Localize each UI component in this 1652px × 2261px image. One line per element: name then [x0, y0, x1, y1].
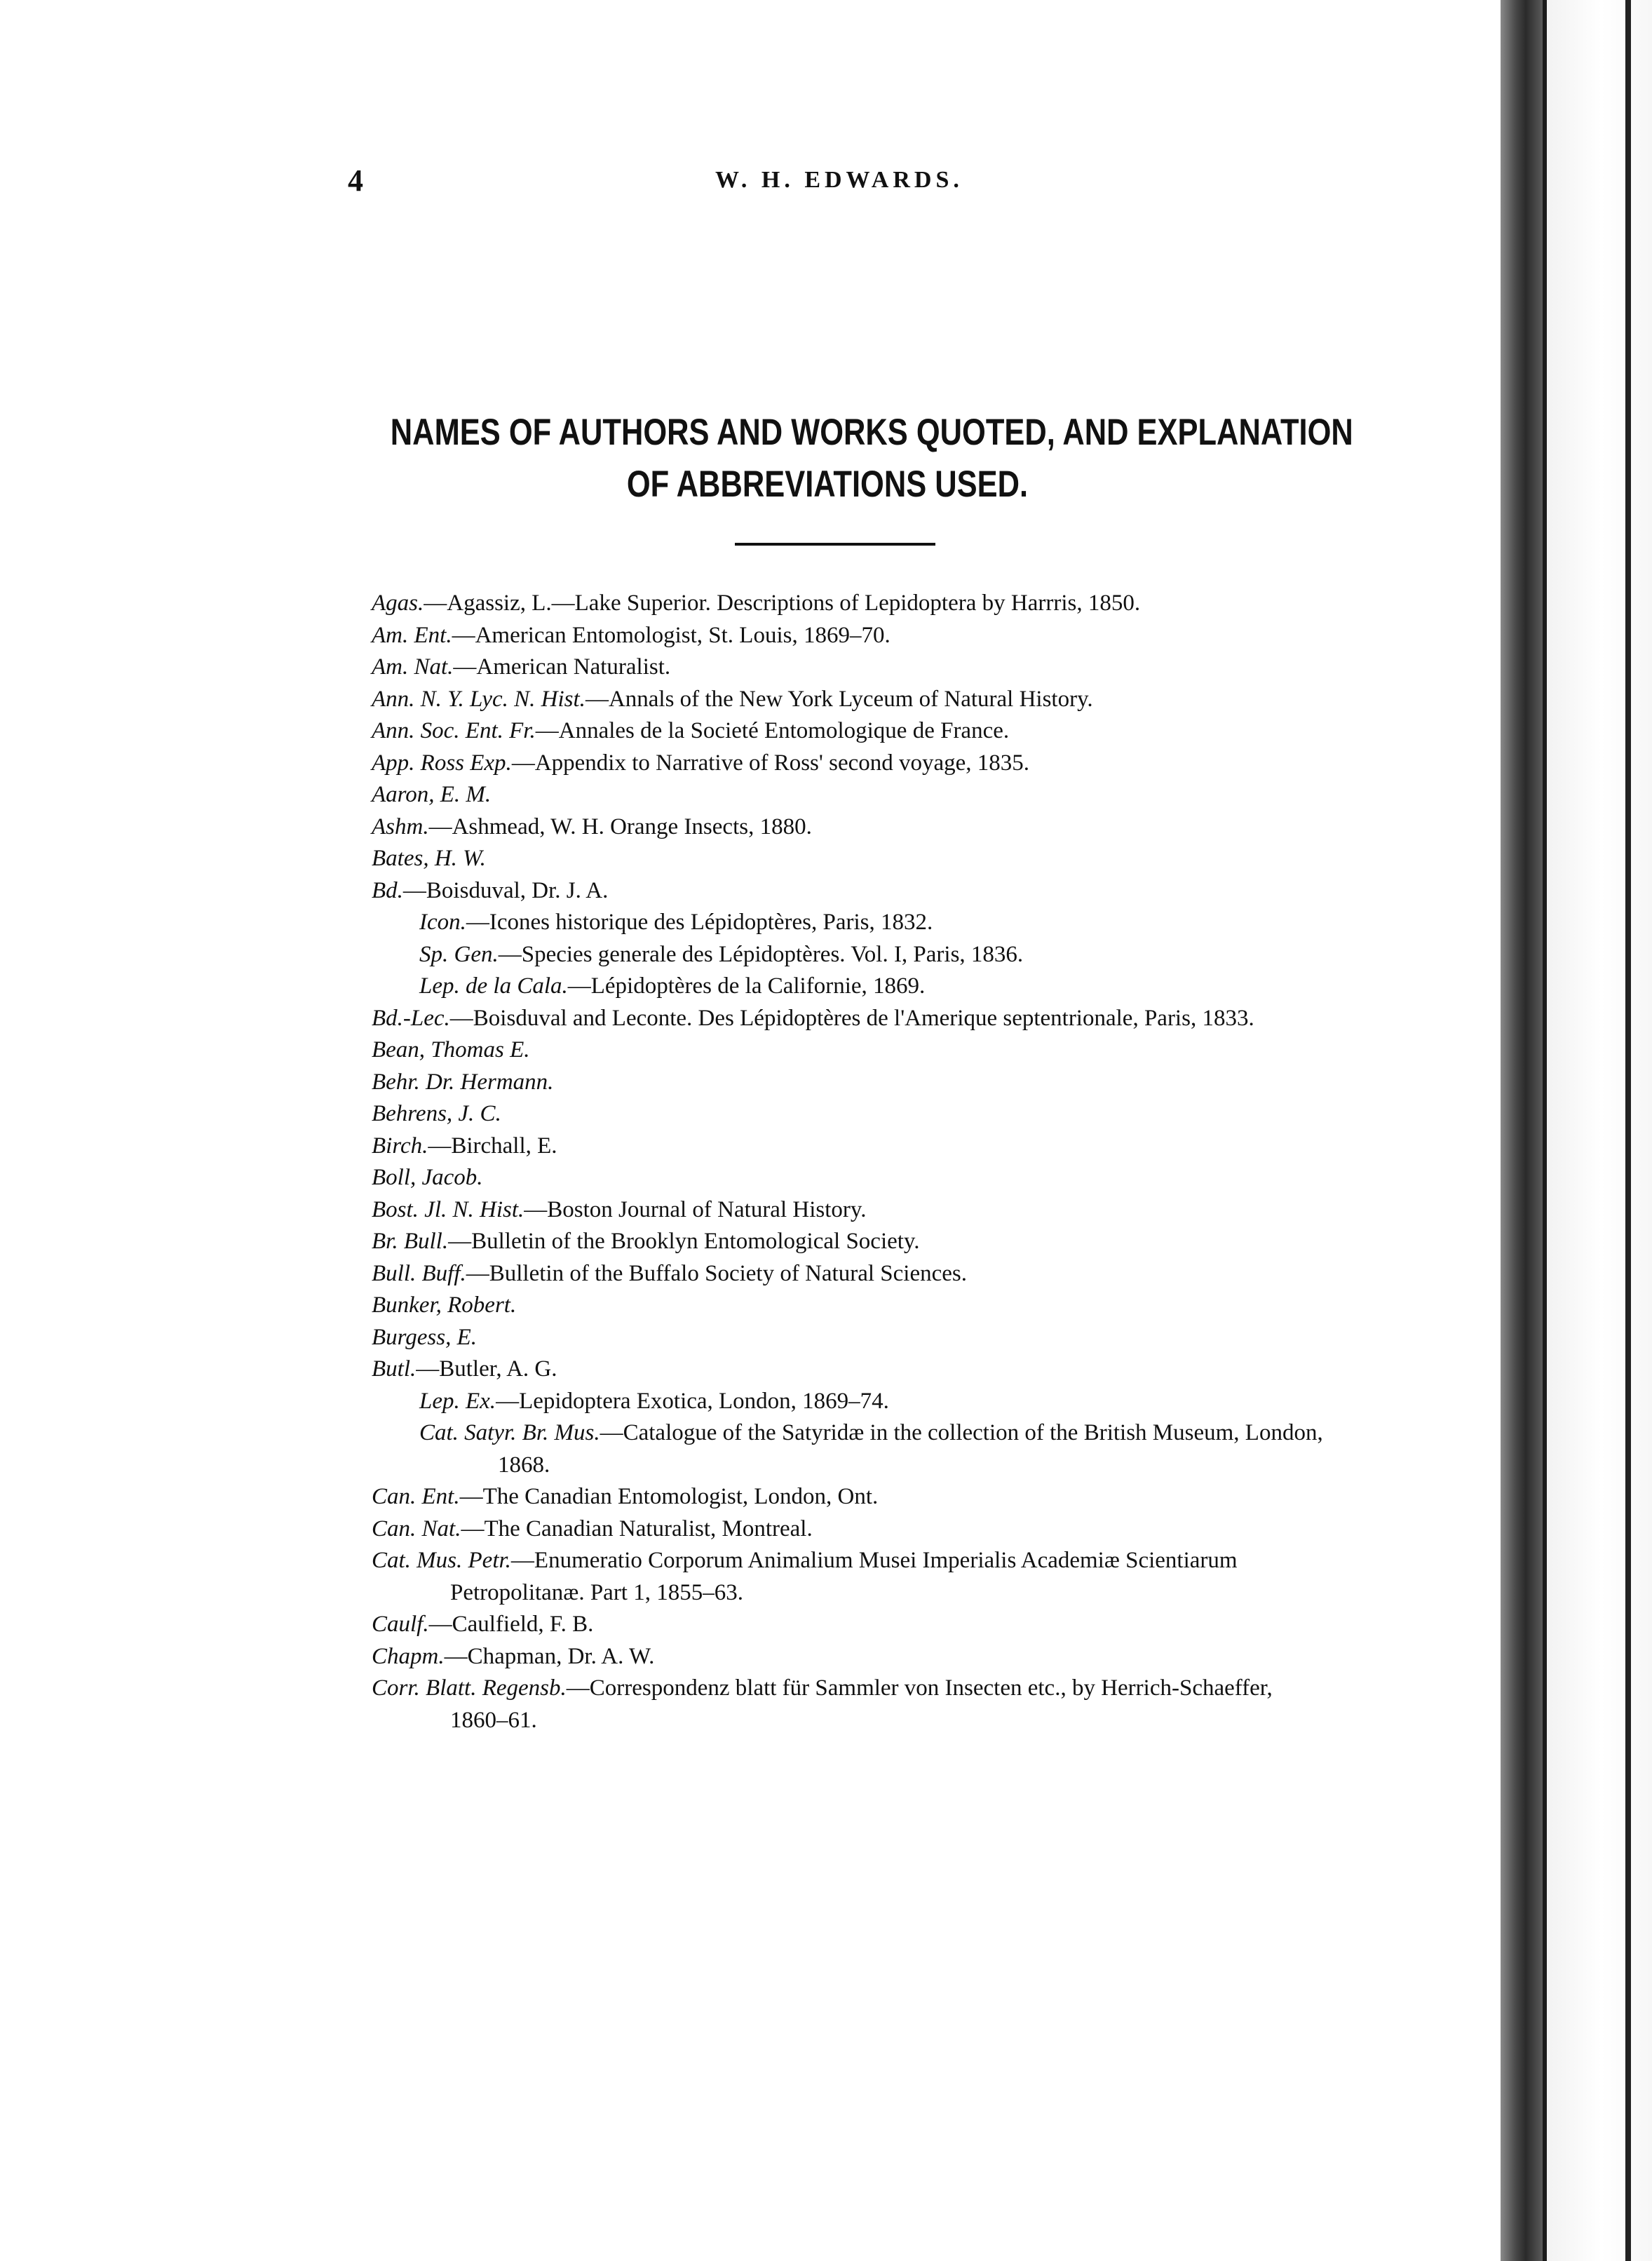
list-entry	[372, 588, 1325, 620]
list-entry	[372, 1322, 1325, 1354]
entry-description: —Butler, A. G.	[416, 1356, 557, 1382]
entry-abbreviation: Boll, Jacob.	[372, 1165, 483, 1190]
entry-description: —Ashmead, W. H. Orange Insects, 1880.	[428, 814, 812, 839]
list-entry	[372, 652, 1325, 684]
list-entry	[372, 1130, 1325, 1163]
entry-abbreviation: Ashm.	[372, 814, 429, 839]
facing-page-edge	[1543, 0, 1652, 2261]
binding-shadow	[1501, 0, 1543, 2261]
list-entry	[372, 1194, 1325, 1227]
heading-line-1: NAMES OF AUTHORS AND WORKS QUOTED, AND EXPLANATION	[390, 412, 1353, 453]
entry-abbreviation: Am. Ent.	[372, 622, 452, 648]
list-entry	[372, 1034, 1325, 1067]
list-entry	[372, 1067, 1325, 1099]
entry-description: —Icones historique des Lépidoptères, Paris, 1832.	[466, 910, 933, 935]
list-entry	[372, 1513, 1325, 1546]
list-entry	[372, 1481, 1325, 1513]
entry-abbreviation: Bd.-Lec.	[372, 1005, 450, 1031]
list-entry	[372, 1162, 1325, 1194]
heading-line-2: OF ABBREVIATIONS USED.	[626, 464, 1029, 505]
entry-description: —Annals of the New York Lyceum of Natural History.	[585, 686, 1093, 712]
list-entry	[372, 684, 1325, 716]
entry-abbreviation: Burgess, E.	[372, 1324, 478, 1350]
entry-abbreviation: Cat. Mus. Petr.	[372, 1548, 511, 1573]
list-entry	[372, 1098, 1325, 1130]
entry-abbreviation: Butl.	[372, 1356, 417, 1382]
entry-abbreviation: Am. Nat.	[372, 654, 454, 680]
list-entry	[372, 1290, 1325, 1322]
entry-description: —Annales de la Societé Entomologique de France.	[535, 718, 1010, 743]
list-entry	[372, 1609, 1325, 1641]
list-entry	[372, 779, 1325, 811]
entry-abbreviation: Lep. de la Cala.	[419, 973, 568, 999]
sub-entry	[372, 971, 1325, 1003]
entry-abbreviation: Ann. N. Y. Lyc. N. Hist.	[372, 686, 585, 712]
section-heading	[390, 407, 1353, 511]
list-entry	[372, 748, 1325, 780]
entry-description: —Appendix to Narrative of Ross' second voyage, 1835.	[511, 750, 1030, 776]
entry-description: —Bulletin of the Buffalo Society of Natural Sciences.	[466, 1260, 967, 1286]
list-entry	[372, 715, 1325, 748]
list-entry	[372, 1003, 1325, 1035]
entry-abbreviation: Bunker, Robert.	[372, 1293, 517, 1318]
list-entry	[372, 1641, 1325, 1673]
entry-abbreviation: Ann. Soc. Ent. Fr.	[372, 718, 536, 743]
running-title: W. H. EDWARDS.	[715, 167, 963, 193]
list-entry	[372, 875, 1325, 907]
list-entry	[372, 1673, 1325, 1736]
entry-abbreviation: Bull. Buff.	[372, 1260, 466, 1286]
entry-description: —Boston Journal of Natural History.	[524, 1196, 867, 1222]
entry-abbreviation: Cat. Satyr. Br. Mus.	[419, 1420, 600, 1445]
entry-description: —Lépidoptères de la Californie, 1869.	[567, 973, 926, 999]
entry-abbreviation: Icon.	[419, 910, 466, 935]
list-entry	[372, 1354, 1325, 1386]
entry-description: —Species generale des Lépidoptères. Vol. I, Paris, 1836.	[498, 941, 1024, 967]
entry-abbreviation: Can. Nat.	[372, 1516, 461, 1541]
entry-abbreviation: Behrens, J. C.	[372, 1101, 501, 1126]
entry-abbreviation: Bd.	[372, 877, 403, 903]
entry-description: —Boisduval and Leconte. Des Lépidoptères de l'Amerique septentrionale, Paris, 1833.	[449, 1005, 1254, 1031]
list-entry	[372, 1226, 1325, 1258]
sub-entry	[372, 1386, 1325, 1418]
entry-abbreviation: Corr. Blatt. Regensb.	[372, 1675, 567, 1701]
entry-abbreviation: Bates, H. W.	[372, 846, 486, 871]
entry-description: —Caulfield, F. B.	[428, 1612, 594, 1637]
entry-description: —Boisduval, Dr. J. A.	[402, 877, 609, 903]
entry-description: —Enumeratio Corporum Animalium Musei Imperialis Academiæ Scientiarum Petropolitanæ. Part 1, 1855–63.	[450, 1548, 1238, 1605]
heading-rule	[735, 543, 935, 546]
facing-page-border	[1625, 0, 1631, 2261]
entry-abbreviation: Birch.	[372, 1133, 428, 1159]
entry-description: —Correspondenz blatt für Sammler von Insecten etc., by Herrich-Schaeffer, 1860–61.	[450, 1675, 1273, 1733]
entry-abbreviation: Bean, Thomas E.	[372, 1037, 530, 1062]
entry-description: —American Naturalist.	[453, 654, 671, 680]
running-head	[0, 163, 1501, 205]
list-entry	[372, 620, 1325, 652]
entry-description: —Bulletin of the Brooklyn Entomological Society.	[448, 1229, 920, 1254]
entry-abbreviation: Br. Bull.	[372, 1229, 449, 1254]
abbreviation-list	[372, 588, 1325, 1736]
entry-description: —Chapman, Dr. A. W.	[444, 1643, 655, 1669]
list-entry	[372, 811, 1325, 844]
entry-abbreviation: Caulf.	[372, 1612, 429, 1637]
entry-description: —The Canadian Entomologist, London, Ont.	[459, 1484, 879, 1509]
sub-entry	[372, 939, 1325, 971]
entry-abbreviation: Bost. Jl. N. Hist.	[372, 1196, 524, 1222]
entry-description: —Lepidoptera Exotica, London, 1869–74.	[496, 1388, 889, 1414]
entry-description: —Catalogue of the Satyridæ in the collection of the British Museum, London, 1868.	[498, 1420, 1323, 1478]
entry-abbreviation: Chapm.	[372, 1643, 445, 1669]
entry-abbreviation: Sp. Gen.	[419, 941, 499, 967]
sub-entry	[372, 1417, 1325, 1481]
entry-abbreviation: Agas.	[372, 590, 424, 616]
entry-abbreviation: Can. Ent.	[372, 1484, 460, 1509]
page-number: 4	[348, 163, 363, 198]
sub-entry	[372, 907, 1325, 939]
entry-abbreviation: Behr. Dr. Hermann.	[372, 1069, 554, 1095]
entry-abbreviation: Aaron, E. M.	[372, 782, 492, 807]
list-entry	[372, 1258, 1325, 1290]
entry-description: —The Canadian Naturalist, Montreal.	[461, 1516, 813, 1541]
entry-description: —Agassiz, L.—Lake Superior. Descriptions of Lepidoptera by Harrris, 1850.	[424, 590, 1141, 616]
entry-description: —Birchall, E.	[428, 1133, 557, 1159]
entry-abbreviation: Lep. Ex.	[419, 1388, 496, 1414]
list-entry	[372, 1545, 1325, 1609]
list-entry	[372, 843, 1325, 875]
entry-abbreviation: App. Ross Exp.	[372, 750, 512, 776]
entry-description: —American Entomologist, St. Louis, 1869–70.	[452, 622, 891, 648]
